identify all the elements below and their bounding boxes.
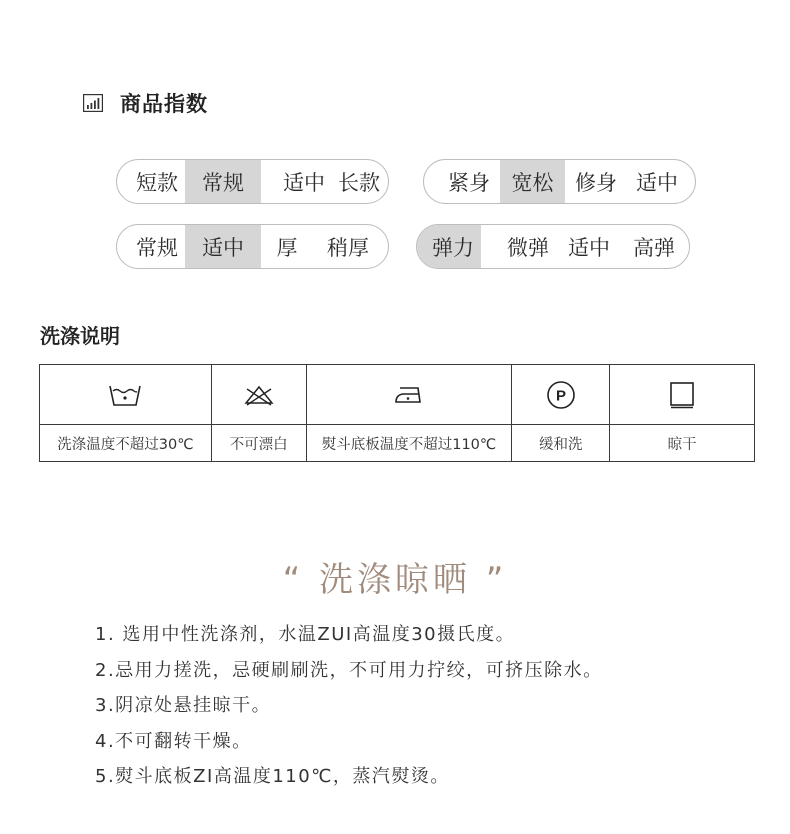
- length-option-medium[interactable]: 适中: [283, 170, 325, 195]
- wash-tip: 1. 选用中性洗涤剂，水温ZUI高温度30摄氏度。: [95, 624, 516, 645]
- product-index-title: 商品指数: [120, 92, 208, 116]
- wash-basin-icon: [109, 383, 141, 407]
- care-cell-iron: [306, 365, 512, 425]
- thickness-option-slightly-thick[interactable]: 稍厚: [327, 235, 369, 260]
- fit-option-tight[interactable]: 紧身: [448, 170, 490, 195]
- wash-tips-list: [95, 620, 603, 798]
- iron-icon: [393, 384, 425, 406]
- care-label-bleach: 不可漂白: [211, 425, 306, 462]
- no-bleach-icon: [243, 384, 275, 406]
- elasticity-option-medium[interactable]: 适中: [568, 235, 610, 260]
- line-dry-icon: [669, 381, 695, 409]
- wash-dry-heading: “ 洗涤晾晒 ”: [282, 560, 508, 600]
- length-option-regular[interactable]: 常规: [185, 160, 261, 203]
- length-option-short[interactable]: 短款: [136, 170, 178, 195]
- fit-option-medium[interactable]: 适中: [636, 170, 678, 195]
- care-symbol-table: [39, 364, 755, 462]
- fit-selector: [423, 159, 696, 204]
- length-selector: [116, 159, 389, 204]
- care-cell-dryclean: [512, 365, 610, 425]
- svg-text:P: P: [555, 387, 566, 404]
- wash-tip: 3.阴凉处悬挂晾干。: [95, 695, 272, 716]
- fit-option-slim[interactable]: 修身: [575, 170, 617, 195]
- thickness-selector: [116, 224, 389, 269]
- care-instructions-title: 洗涤说明: [40, 324, 120, 348]
- fit-option-loose[interactable]: 宽松: [500, 160, 565, 203]
- care-icons-row: [40, 365, 755, 425]
- elasticity-selector: [416, 224, 690, 269]
- care-labels-row: [40, 425, 755, 462]
- elasticity-option-slight[interactable]: 微弹: [507, 235, 549, 260]
- care-label-wash: 洗涤温度不超过30℃: [40, 425, 212, 462]
- bar-chart-icon: [83, 94, 103, 112]
- care-label-dryclean: 缓和洗: [512, 425, 610, 462]
- thickness-option-regular[interactable]: 常规: [136, 235, 178, 260]
- wash-tip: 4.不可翻转干燥。: [95, 730, 252, 752]
- dry-clean-p-icon: [546, 380, 576, 410]
- wash-tip: 2.忌用力搓洗，忌硬刷刷洗，不可用力拧绞，可挤压除水。: [95, 659, 603, 681]
- care-cell-dry: [610, 365, 755, 425]
- thickness-option-thick[interactable]: 厚: [276, 235, 298, 260]
- wash-tip: 5.熨斗底板ZI高温度110℃，蒸汽熨烫。: [95, 766, 450, 787]
- thickness-option-medium[interactable]: 适中: [185, 225, 261, 268]
- care-label-dry: 晾干: [610, 425, 755, 462]
- elasticity-option-high[interactable]: 高弹: [633, 235, 675, 260]
- care-cell-wash: [40, 365, 212, 425]
- length-option-long[interactable]: 长款: [338, 170, 380, 195]
- care-cell-bleach: [211, 365, 306, 425]
- care-label-iron: 熨斗底板温度不超过110℃: [306, 425, 512, 462]
- elasticity-option-stretch[interactable]: 弹力: [417, 225, 481, 268]
- product-index-header: [83, 88, 208, 118]
